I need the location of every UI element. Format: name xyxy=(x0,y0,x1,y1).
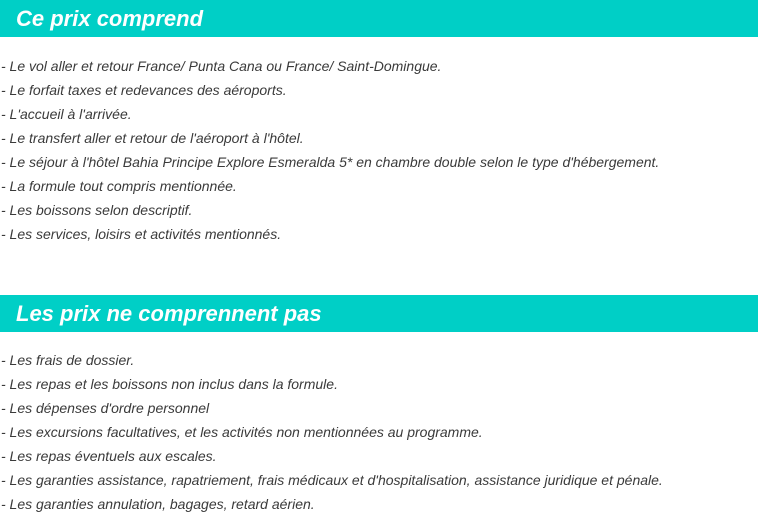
list-item: - Les dépenses d'ordre personnel xyxy=(1,400,210,416)
section-title-includes: Ce prix comprend xyxy=(0,0,758,37)
excludes-list xyxy=(0,348,663,516)
list-item: - L'accueil à l'arrivée. xyxy=(1,106,132,122)
list-item: - Le vol aller et retour France/ Punta Cana ou France/ Saint-Domingue. xyxy=(1,58,442,74)
includes-list xyxy=(0,54,659,246)
list-item: - Le forfait taxes et redevances des aéroports. xyxy=(1,82,287,98)
section-title-excludes: Les prix ne comprennent pas xyxy=(0,295,758,332)
list-item: - Les garanties assistance, rapatriement, frais médicaux et d'hospitalisation, assistance juridique et pénale. xyxy=(1,472,663,488)
list-item: - Les excursions facultatives, et les activités non mentionnées au programme. xyxy=(1,424,483,440)
list-item: - Les garanties annulation, bagages, retard aérien. xyxy=(1,496,315,512)
list-item: - Les services, loisirs et activités mentionnés. xyxy=(1,226,282,242)
list-item: - Le séjour à l'hôtel Bahia Principe Explore Esmeralda 5* en chambre double selon le type d'hébergement. xyxy=(1,154,660,170)
list-item: - Les repas et les boissons non inclus dans la formule. xyxy=(1,376,338,392)
list-item: - Les repas éventuels aux escales. xyxy=(1,448,217,464)
list-item: - La formule tout compris mentionnée. xyxy=(1,178,237,194)
list-item: - Le transfert aller et retour de l'aéroport à l'hôtel. xyxy=(1,130,304,146)
list-item: - Les boissons selon descriptif. xyxy=(1,202,193,218)
list-item: - Les frais de dossier. xyxy=(1,352,135,368)
